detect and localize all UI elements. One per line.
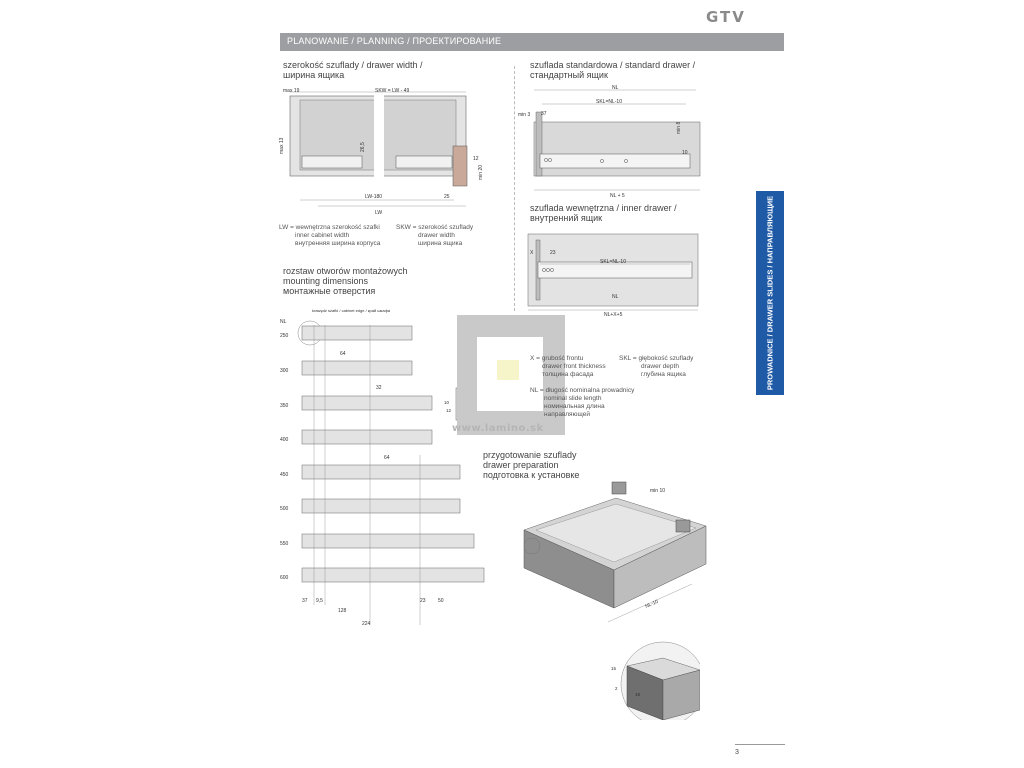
heading-line: внутренний ящик bbox=[530, 213, 603, 223]
dim-max13: max 13 bbox=[279, 137, 285, 154]
legend-line: drawer front thickness bbox=[542, 363, 606, 370]
dim-265: 26,5 bbox=[360, 142, 366, 152]
heading-line: подготовка к установке bbox=[483, 470, 580, 480]
heading-line: стандартный ящик bbox=[530, 70, 608, 80]
dim-min20: min 20 bbox=[478, 164, 484, 180]
legend-skw bbox=[396, 224, 473, 248]
dim-max19: max 19 bbox=[283, 88, 300, 94]
dim-64-b: 64 bbox=[384, 455, 390, 461]
dim-edge: krawędź szafki / cabinet edge / край шкафа bbox=[312, 308, 391, 313]
dim-25: 25 bbox=[444, 194, 450, 200]
dim-2: 2 bbox=[615, 686, 618, 691]
slide-length: 550 bbox=[280, 541, 289, 547]
watermark-text: www.lamino.sk bbox=[452, 423, 544, 434]
brand-logo: GTV bbox=[706, 8, 746, 26]
legend-line: номинальная длина bbox=[544, 403, 605, 410]
legend-x bbox=[530, 355, 606, 379]
slide-length: 300 bbox=[280, 368, 289, 374]
dim-12: 12 bbox=[473, 156, 479, 162]
legend-line: глубина ящика bbox=[641, 371, 686, 378]
dim-min3: min 3 bbox=[518, 112, 531, 118]
inner-drawer-drawing bbox=[514, 228, 714, 320]
dim-37: 37 bbox=[541, 111, 547, 117]
slide-row-300 bbox=[280, 361, 412, 375]
dim-skw: SKW = LW - 49 bbox=[375, 88, 410, 94]
side-tab bbox=[756, 191, 784, 395]
dim-12-detail: 12 bbox=[446, 408, 452, 413]
slide-length: 600 bbox=[280, 575, 289, 581]
dim-32: 32 bbox=[376, 385, 382, 391]
dim-10: 10 bbox=[682, 150, 688, 156]
dim-37-mount: 37 bbox=[302, 598, 308, 604]
dim-nlx: NL+X+5 bbox=[604, 312, 623, 318]
header-bar bbox=[280, 33, 784, 51]
heading-line: szuflada wewnętrzna / inner drawer / bbox=[530, 203, 677, 213]
dim-10-detail: 10 bbox=[444, 400, 450, 405]
heading-line: mounting dimensions bbox=[283, 276, 369, 286]
heading-line: монтажные отверстия bbox=[283, 286, 376, 296]
dim-nl5: NL + 5 bbox=[610, 193, 625, 199]
heading-line: rozstaw otworów montażowych bbox=[283, 266, 408, 276]
slide-length: 400 bbox=[280, 437, 289, 443]
standard-drawer-drawing bbox=[514, 82, 714, 200]
dim-50: 50 bbox=[438, 598, 444, 604]
page-rule bbox=[735, 744, 785, 745]
drawer-width-drawing bbox=[278, 84, 490, 220]
dim-15: 15 bbox=[611, 666, 617, 671]
legend-nl bbox=[530, 387, 634, 419]
legend-line: толщина фасада bbox=[542, 371, 594, 378]
corner-detail-drawing bbox=[605, 640, 700, 720]
legend-line: drawer width bbox=[418, 232, 455, 239]
slide-row-400 bbox=[280, 430, 432, 444]
slide-length: 250 bbox=[280, 333, 289, 339]
slide-row-250 bbox=[280, 326, 412, 340]
page-number: 3 bbox=[735, 749, 739, 756]
heading-mounting bbox=[283, 266, 408, 296]
dim-224: 224 bbox=[362, 621, 371, 627]
legend-line: LW = wewnętrzna szerokość szafki bbox=[279, 224, 380, 231]
dim-23: 23 bbox=[550, 250, 556, 256]
legend-line: NL = długość nominalna prowadnicy bbox=[530, 387, 635, 394]
dim-23-mount: 23 bbox=[420, 598, 426, 604]
dim-skl: SKL=NL-10 bbox=[596, 99, 622, 105]
dim-nl-inner: NL bbox=[612, 294, 619, 300]
watermark-square bbox=[497, 360, 519, 380]
heading-inner-drawer bbox=[530, 203, 677, 223]
slide-length: 450 bbox=[280, 472, 289, 478]
legend-lw bbox=[279, 224, 380, 248]
header-title: PLANOWANIE / PLANNING / ПРОЕКТИРОВАНИЕ bbox=[287, 36, 502, 46]
dim-skl-inner: SKL=NL-10 bbox=[600, 259, 626, 265]
legend-line: X = grubość frontu bbox=[530, 355, 584, 362]
dim-nl: NL bbox=[612, 85, 619, 91]
slide-length: 350 bbox=[280, 403, 289, 409]
heading-line: ширина ящика bbox=[283, 70, 345, 80]
dim-64-a: 64 bbox=[340, 351, 346, 357]
slide-row-600 bbox=[280, 568, 484, 582]
heading-standard-drawer bbox=[530, 60, 695, 80]
dim-min8: min 8 bbox=[676, 121, 682, 134]
dim-lw: LW bbox=[375, 210, 383, 216]
legend-line: внутренняя ширина корпуса bbox=[295, 240, 381, 247]
legend-line: nominal slide length bbox=[544, 395, 602, 402]
dim-min10: min 10 bbox=[650, 488, 666, 494]
legend-line: SKL = głębokość szuflady bbox=[619, 355, 694, 362]
legend-line: drawer depth bbox=[641, 363, 679, 370]
legend-line: ширина ящика bbox=[418, 240, 463, 247]
dim-nl-mount: NL bbox=[280, 319, 287, 325]
dim-95: 9,5 bbox=[316, 598, 323, 604]
dim-128: 128 bbox=[338, 608, 347, 614]
heading-line: szerokość szuflady / drawer width / bbox=[283, 60, 423, 70]
heading-line: przygotowanie szuflady bbox=[483, 450, 577, 460]
heading-line: drawer preparation bbox=[483, 460, 559, 470]
slide-row-550 bbox=[280, 534, 474, 548]
dim-lw180: LW-180 bbox=[365, 194, 383, 200]
slide-length: 500 bbox=[280, 506, 289, 512]
side-tab-label: PROWADNICE / DRAWER SLIDES / НАПРАВЛЯЮЩИЕ bbox=[765, 195, 775, 391]
legend-line: inner cabinet width bbox=[295, 232, 350, 239]
heading-line: szuflada standardowa / standard drawer / bbox=[530, 60, 696, 70]
dim-nl10: NL-10 bbox=[644, 598, 660, 610]
dim-18: 18 bbox=[635, 692, 641, 697]
heading-drawer-width bbox=[283, 60, 423, 80]
legend-line: направляющей bbox=[544, 411, 590, 418]
slide-row-350 bbox=[280, 396, 432, 410]
drawer-prep-drawing bbox=[516, 472, 716, 642]
dim-x: X bbox=[530, 250, 534, 256]
legend-skl bbox=[619, 355, 693, 379]
legend-line: SKW = szerokość szuflady bbox=[396, 224, 474, 231]
